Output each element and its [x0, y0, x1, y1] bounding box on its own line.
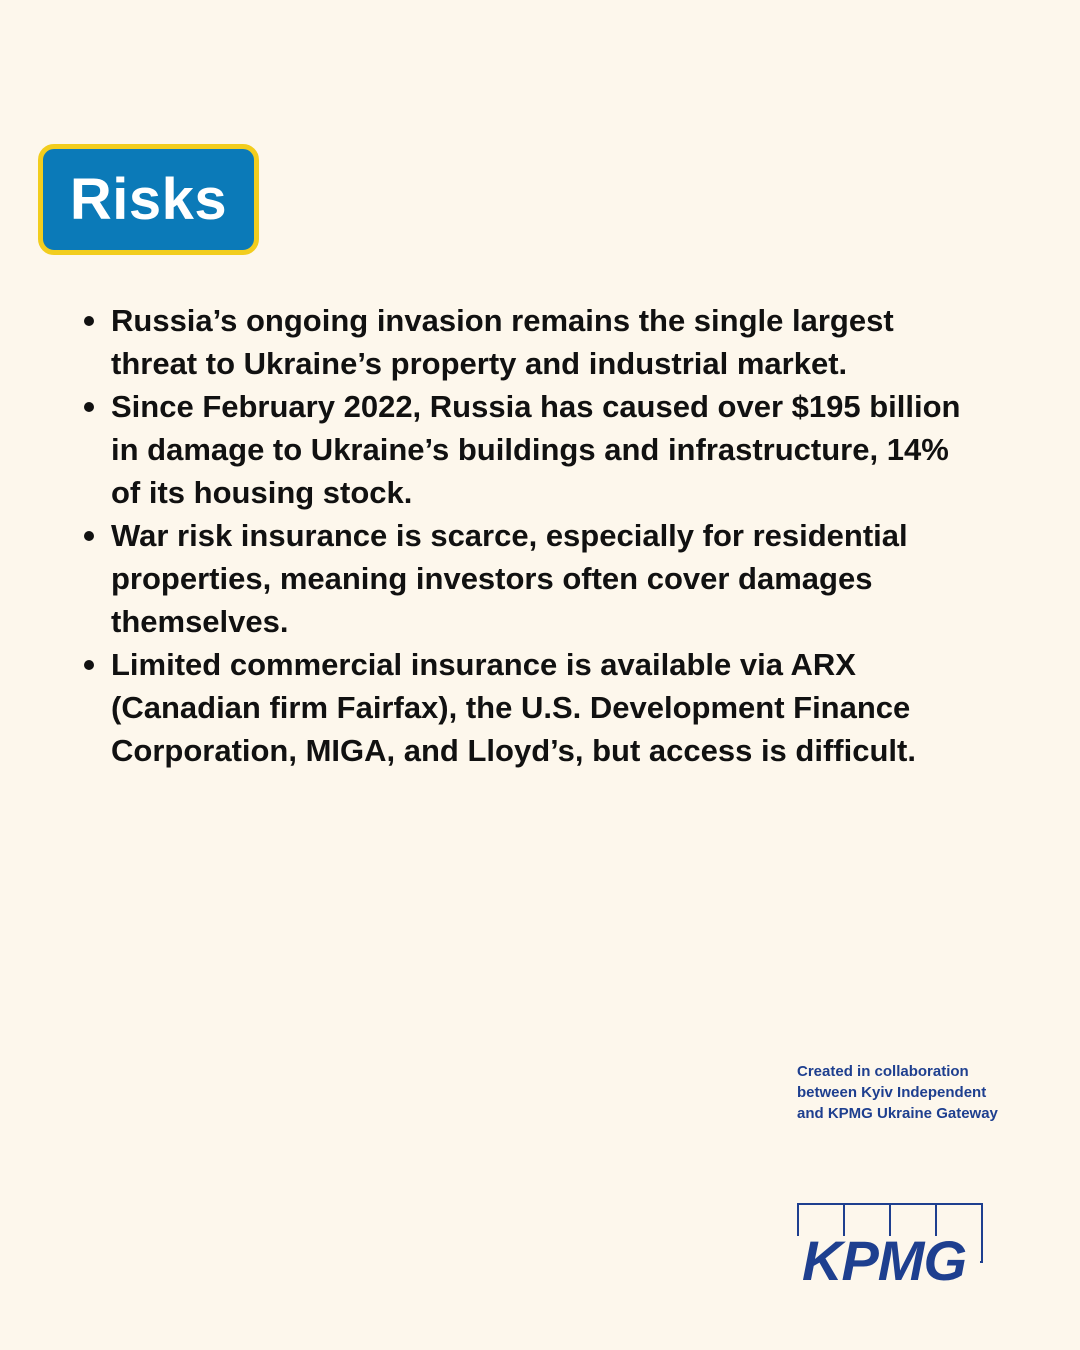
title-badge: [38, 144, 259, 255]
list-item: [84, 385, 984, 514]
bullet-icon: [84, 660, 94, 670]
bullet-icon: [84, 402, 94, 412]
list-item-text: Russia’s ongoing invasion remains the single largest threat to Ukraine’s property and industrial market.: [111, 303, 894, 381]
list-item-text: Limited commercial insurance is available via ARX (Canadian firm Fairfax), the U.S. Development Finance Corporation, MIGA, and Lloyd’s, but access is difficult.: [111, 647, 916, 768]
kpmg-logo-icon: [786, 1200, 986, 1284]
bullet-icon: [84, 316, 94, 326]
list-item-text: War risk insurance is scarce, especially for residential properties, meaning investors often cover damages themselves.: [111, 518, 908, 639]
collaboration-credit: [797, 1061, 1057, 1124]
credit-line: between Kyiv Independent: [797, 1084, 987, 1101]
risk-list: [84, 299, 984, 772]
list-item: [84, 643, 984, 772]
list-item: [84, 299, 984, 385]
list-item: [84, 514, 984, 643]
list-item-text: Since February 2022, Russia has caused over $195 billion in damage to Ukraine’s buildings and infrastructure, 14% of its housing stock.: [111, 389, 961, 510]
credit-line: Created in collaboration: [797, 1063, 969, 1080]
page-title: Risks: [69, 166, 228, 232]
credit-line: and KPMG Ukraine Gateway: [797, 1105, 998, 1122]
bullet-icon: [84, 531, 94, 541]
kpmg-logo-text: KPMG: [802, 1229, 966, 1284]
